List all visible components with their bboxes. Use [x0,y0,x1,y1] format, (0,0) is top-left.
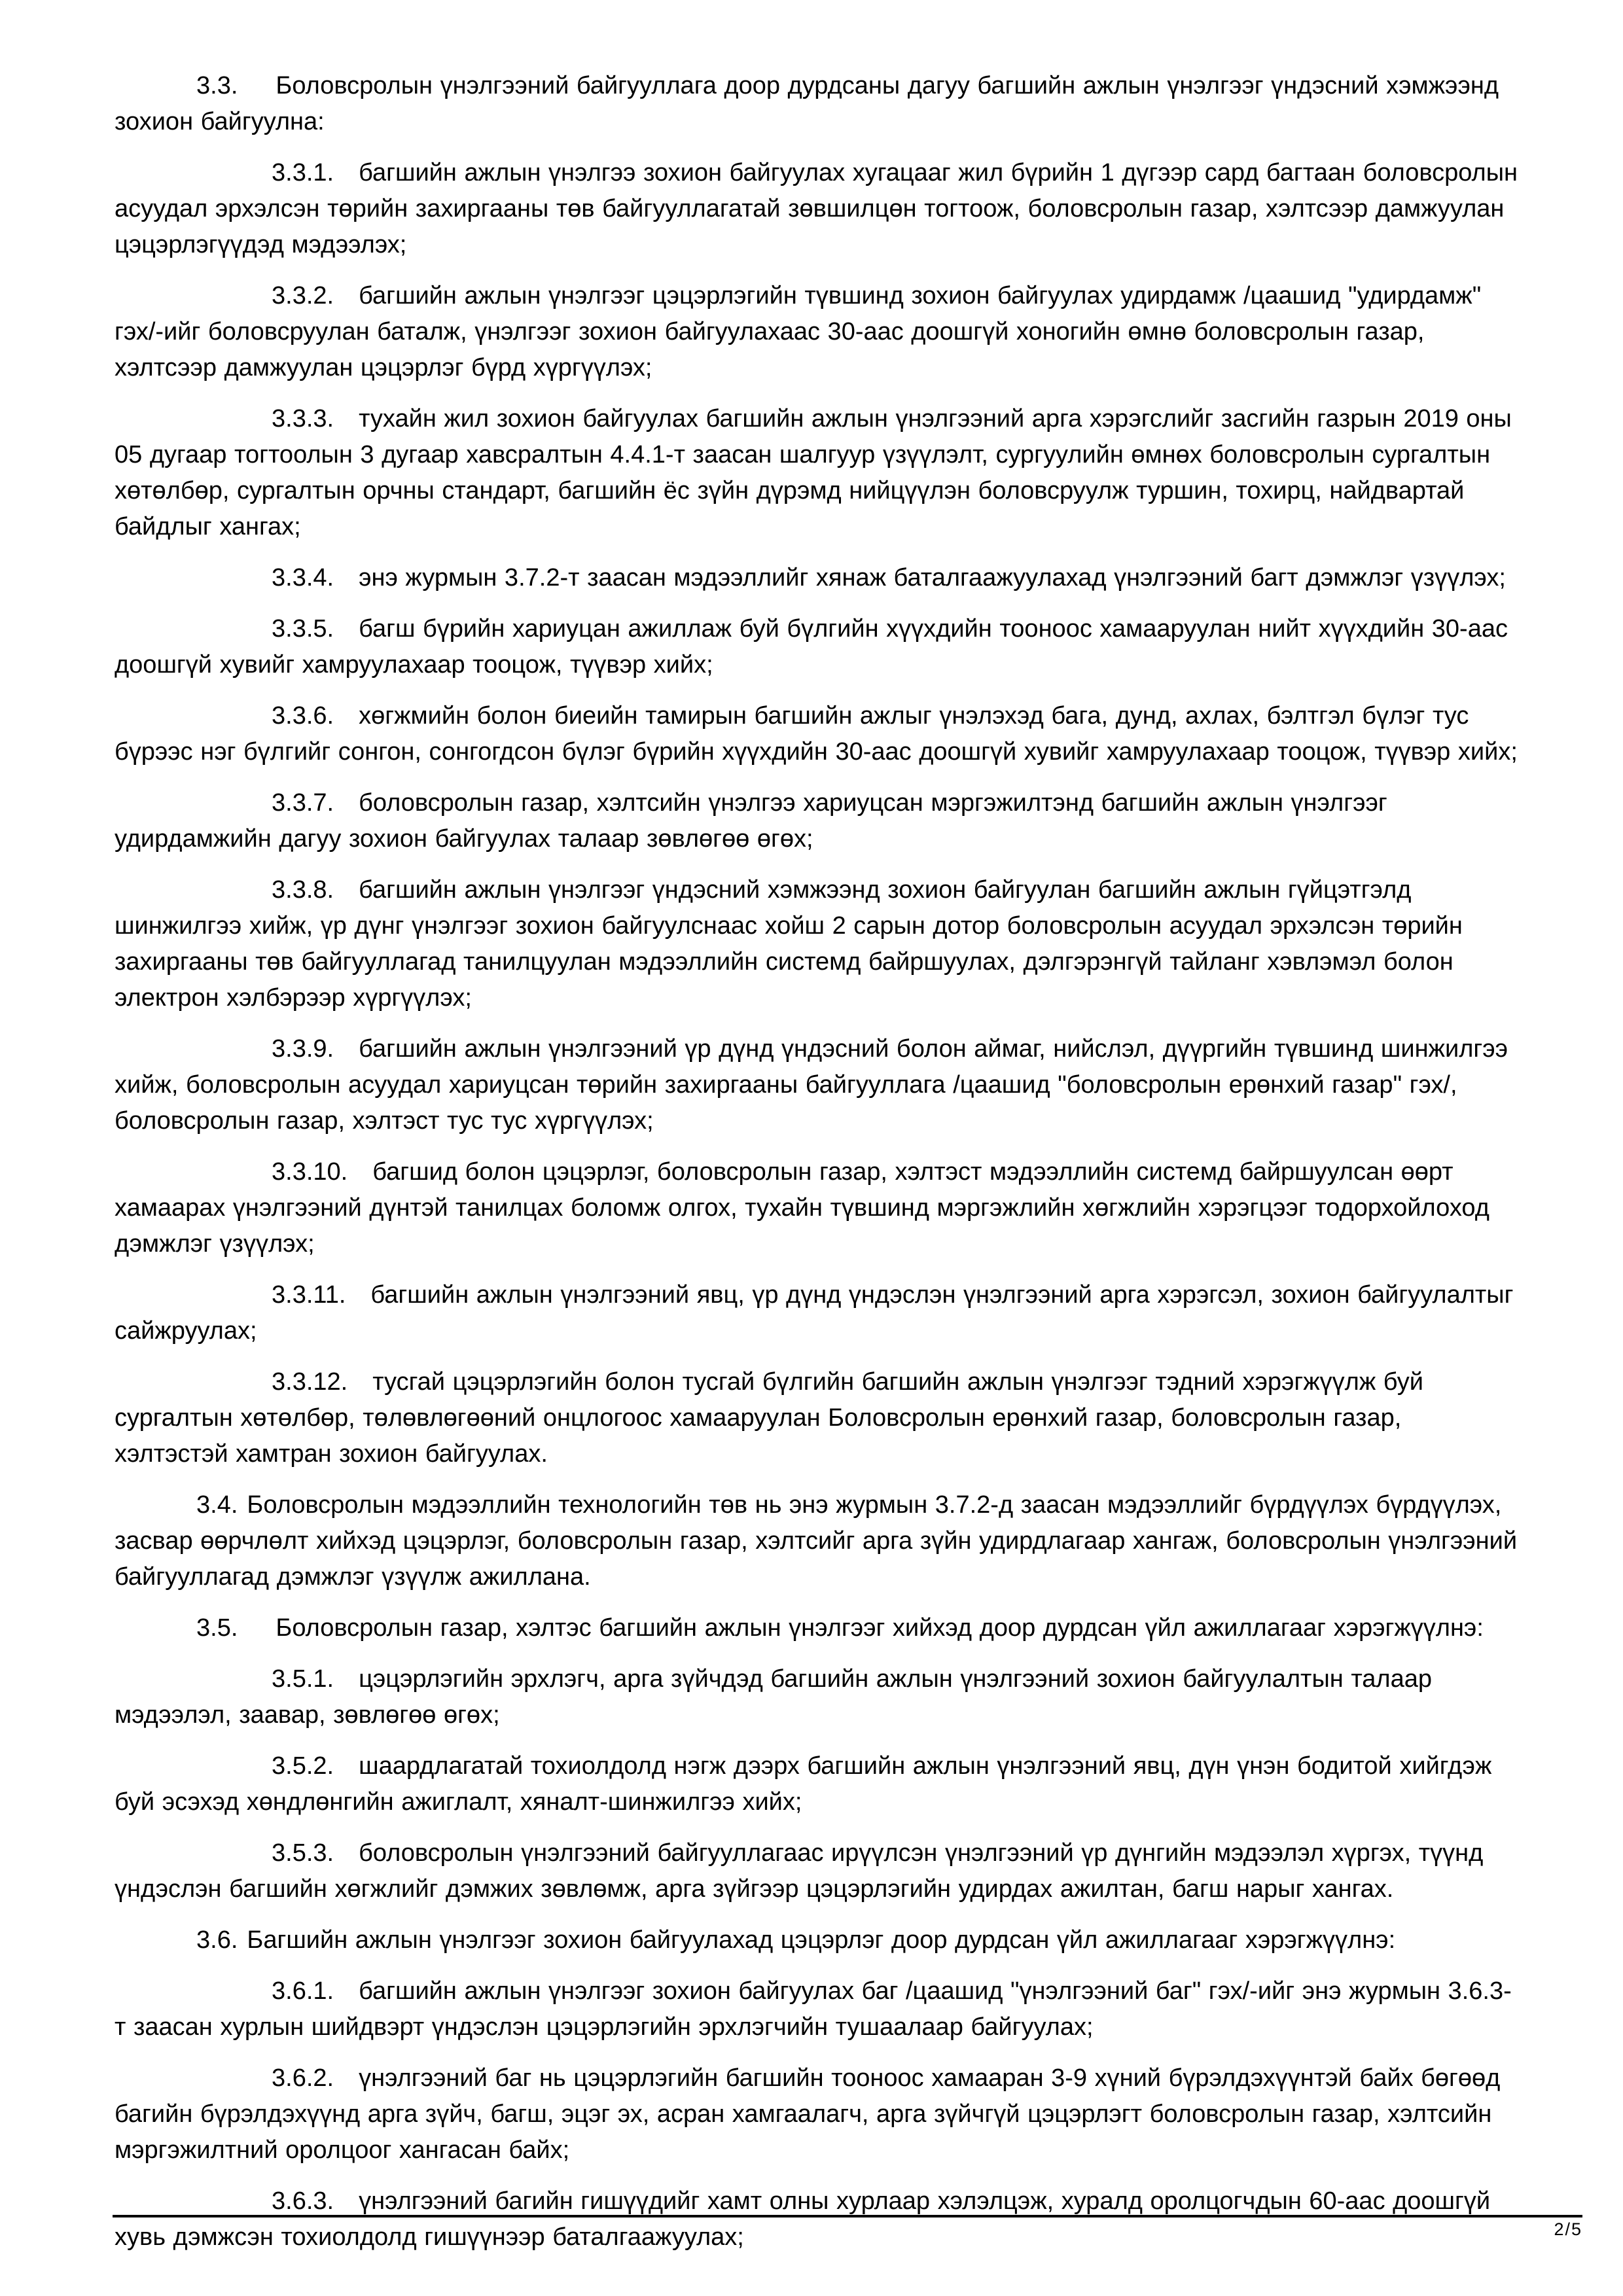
clause-text: Боловсролын газар, хэлтэс багшийн ажлын үнэлгээг хийхэд доор дурдсан үйл ажиллагааг хэрэгжүүлнэ: [276,1614,1484,1642]
clause-number: 3.5. [196,1614,238,1642]
clause-number: 3.6.2. [272,2064,334,2092]
clause-number: 3.3.2. [272,282,334,309]
paragraph [115,785,1518,857]
paragraph [115,68,1518,140]
clause-number: 3.3.3. [272,405,334,433]
clause-number: 3.3.12. [272,1368,348,1396]
clause-number: 3.6.3. [272,2187,334,2215]
clause-text: хөгжмийн болон биеийн тамирын багшийн ажлыг үнэлэхэд бага, дунд, ахлах, бэлтгэл бүлэг тус бүрээс нэг бүлгийг сонгон, сонгогдсон бүлэг бүрийн хүүхдийн 30-аас доошгүй хувийг хамруулахаар тооцож, түүвэр хийх; [115,702,1518,766]
clause-text: багшийн ажлын үнэлгээ зохион байгуулах хугацааг жил бүрийн 1 дүгээр сард багтаан боловсролын асуудал эрхэлсэн төрийн захиргааны төв байгууллагатай зөвшилцөн тогтоож, боловсролын газар, хэлтсээр дамжуулан цэцэрлэгүүдэд мэдээлэх; [115,159,1518,258]
clause-number: 3.5.3. [272,1839,334,1867]
clause-text: шаардлагатай тохиолдолд нэгж дээрх багшийн ажлын үнэлгээний явц, дүн үнэн бодитой хийгдэж буй эсэхэд хөндлөнгийн ажиглалт, хяналт-шинжилгээ хийх; [115,1752,1492,1816]
clause-number: 3.3.8. [272,876,334,904]
clause-text: тусгай цэцэрлэгийн болон тусгай бүлгийн багшийн ажлын үнэлгээг тэдний хэрэгжүүлж буй сургалтын хөтөлбөр, төлөвлөгөөний онцлогоос хамааруулан Боловсролын ерөнхий газар, боловсролын газар, хэлтэстэй хамтран зохион байгуулах. [115,1368,1423,1468]
paragraph [115,1661,1518,1733]
paragraph [115,611,1518,683]
paragraph [115,1277,1518,1349]
paragraph [115,1922,1518,1958]
clause-number: 3.5.1. [272,1665,334,1693]
paragraph [115,872,1518,1016]
paragraph [115,1835,1518,1907]
clause-text: боловсролын үнэлгээний байгууллагаас ирүүлсэн үнэлгээний үр дүнгийн мэдээлэл хүргэх, түүнд үндэслэн багшийн хөгжлийг дэмжих зөвлөмж, арга зүйгээр цэцэрлэгийн удирдах ажилтан, багш нарыг хангах. [115,1839,1484,1903]
clause-text: багшийн ажлын үнэлгээг зохион байгуулах баг /цаашид "үнэлгээний баг" гэх/-ийг энэ журмын 3.6.3-т заасан хурлын шийдвэрт үндэслэн цэцэрлэгийн эрхлэгчийн тушаалаар байгуулах; [115,1977,1512,2041]
paragraph [115,698,1518,770]
paragraph [115,1031,1518,1139]
paragraph [115,278,1518,386]
clause-number: 3.6.1. [272,1977,334,2005]
clause-text: багшийн ажлын үнэлгээний явц, үр дүнд үндэслэн үнэлгээний арга хэрэгсэл, зохион байгуулалтыг сайжруулах; [115,1281,1514,1345]
clause-number: 3.5.2. [272,1752,334,1780]
clause-number: 3.3. [196,72,238,99]
clause-number: 3.3.9. [272,1035,334,1063]
clause-number: 3.3.11. [272,1281,346,1309]
paragraph [115,2183,1518,2255]
paragraph [115,155,1518,263]
paragraph [115,560,1518,596]
clause-text: Боловсролын үнэлгээний байгууллага доор дурдсаны дагуу багшийн ажлын үнэлгээг үндэсний хэмжээнд зохион байгуулна: [115,72,1499,135]
clause-text: багш бүрийн хариуцан ажиллаж буй бүлгийн хүүхдийн тооноос хамааруулан нийт хүүхдийн 30-аас доошгүй хувийг хамруулахаар тооцож, түүвэр хийх; [115,615,1508,679]
clause-text: Багшийн ажлын үнэлгээг зохион байгуулахад цэцэрлэг доор дурдсан үйл ажиллагааг хэрэгжүүлнэ: [247,1926,1396,1954]
clause-number: 3.3.7. [272,789,334,817]
paragraph [115,1364,1518,1472]
paragraph [115,1610,1518,1646]
clause-text: Боловсролын мэдээллийн технологийн төв нь энэ журмын 3.7.2-д заасан мэдээллийг бүрдүүлэх бүрдүүлэх, засвар өөрчлөлт хийхэд цэцэрлэг, боловсролын газар, хэлтсийг арга зүйн удирдлагаар хангаж, боловсролын үнэлгээний байгууллагад дэмжлэг үзүүлж ажиллана. [115,1491,1518,1591]
clause-number: 3.3.10. [272,1158,348,1186]
clause-text: үнэлгээний багийн гишүүдийг хамт олны хурлаар хэлэлцэж, хуралд оролцогчдын 60-аас доошгүй хувь дэмжсэн тохиолдолд гишүүнээр баталгаажуулах; [115,2187,1491,2251]
paragraph [115,401,1518,545]
clause-number: 3.3.6. [272,702,334,730]
clause-number: 3.3.5. [272,615,334,643]
clause-text: багшид болон цэцэрлэг, боловсролын газар, хэлтэст мэдээллийн системд байршуулсан өөрт хамаарах үнэлгээний дүнтэй танилцах боломж олгох, тухайн түвшинд мэргэжлийн хөгжлийн хэрэгцээг тодорхойлоход дэмжлэг үзүүлэх; [115,1158,1489,1258]
paragraph [115,1973,1518,2045]
document-body [115,68,1518,2270]
clause-text: багшийн ажлын үнэлгээг үндэсний хэмжээнд зохион байгуулан багшийн ажлын гүйцэтгэлд шинжилгээ хийж, үр дүнг үнэлгээг зохион байгуулснаас хойш 2 сарын дотор боловсролын асуудал эрхэлсэн төрийн захиргааны төв байгууллагад танилцуулан мэдээллийн системд байршуулах, дэлгэрэнгүй тайланг хэвлэмэл болон электрон хэлбэрээр хүргүүлэх; [115,876,1463,1012]
clause-text: багшийн ажлын үнэлгээний үр дүнд үндэсний болон аймаг, нийслэл, дүүргийн түвшинд шинжилгээ хийж, боловсролын асуудал хариуцсан төрийн захиргааны байгууллага /цаашид "боловсролын ерөнхий газар" гэх/, боловсролын газар, хэлтэст тус тус хүргүүлэх; [115,1035,1508,1135]
clause-number: 3.3.4. [272,564,334,592]
paragraph [115,2060,1518,2168]
paragraph [115,1748,1518,1820]
clause-text: боловсролын газар, хэлтсийн үнэлгээ хариуцсан мэргэжилтэнд багшийн ажлын үнэлгээг удирдамжийн дагуу зохион байгуулах талаар зөвлөгөө өгөх; [115,789,1387,853]
footer-divider [113,2215,1582,2217]
clause-number: 3.3.1. [272,159,334,186]
page-number: 2/5 [1554,2219,1582,2239]
clause-text: тухайн жил зохион байгуулах багшийн ажлын үнэлгээний арга хэрэгслийг засгийн газрын 2019 оны 05 дугаар тогтоолын 3 дугаар хавсралтын 4.4.1-т заасан шалгуур үзүүлэлт, сургуулийн өмнөх боловсролын сургалтын хөтөлбөр, сургалтын орчны стандарт, багшийн ёс зүйн дүрэмд нийцүүлэн боловсруулж туршин, тохирц, найдвартай байдлыг хангах; [115,405,1512,540]
clause-text: багшийн ажлын үнэлгээг цэцэрлэгийн түвшинд зохион байгуулах удирдамж /цаашид "удирдамж" гэх/-ийг боловсруулан баталж, үнэлгээг зохион байгуулахаас 30-аас доошгүй хоногийн өмнө боловсролын газар, хэлтсээр дамжуулан цэцэрлэг бүрд хүргүүлэх; [115,282,1482,381]
clause-number: 3.6. [196,1926,238,1954]
clause-text: үнэлгээний баг нь цэцэрлэгийн багшийн тооноос хамааран 3-9 хүний бүрэлдэхүүнтэй байх бөгөөд багийн бүрэлдэхүүнд арга зүйч, багш, эцэг эх, асран хамгаалагч, арга зүйчгүй цэцэрлэгт боловсролын газар, хэлтсийн мэргэжилтний оролцоог хангасан байх; [115,2064,1501,2164]
clause-text: энэ журмын 3.7.2-т заасан мэдээллийг хянаж баталгаажуулахад үнэлгээний багт дэмжлэг үзүүлэх; [359,564,1506,592]
paragraph [115,1487,1518,1595]
clause-number: 3.4. [196,1491,238,1519]
clause-text: цэцэрлэгийн эрхлэгч, арга зүйчдэд багшийн ажлын үнэлгээний зохион байгуулалтын талаар мэдээлэл, заавар, зөвлөгөө өгөх; [115,1665,1432,1729]
paragraph [115,1154,1518,1262]
